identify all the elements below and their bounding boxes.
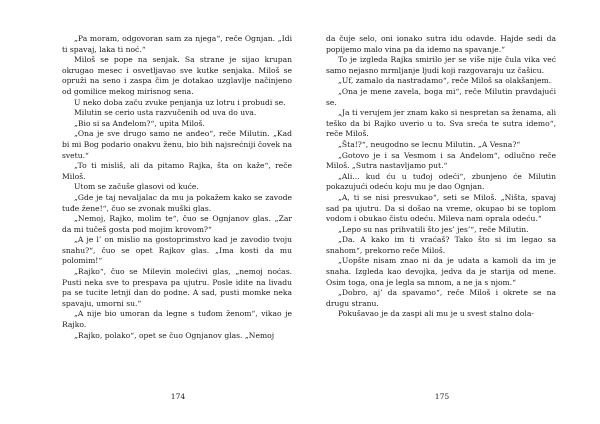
paragraph: Miloš se pope na senjak. Sa strane je sijao krupan okrugao mesec i osvetljavao sve kutke senjaka. Miloš se opruži na seno i zaspa čim je dotakao uzglavlje načinjeno od gomilice mekog mirisnog sena.	[62, 55, 292, 96]
paragraph: „Ja ti verujem jer znam kako si nespretan sa ženama, ali teško da bi Rajko uverio u to. Sva sreća te sutra idemo“, reče Miloš.	[326, 108, 556, 139]
paragraph: Pokušavao je da zaspi ali mu je u svest stalno dola-	[338, 309, 534, 319]
right-page-text	[326, 34, 556, 320]
paragraph: „Uopšte nisam znao ni da je udata a kamoli da im je snaha. Izgleda kao devojka, jedva da je starija od mene. Osim toga, ona je legla sa mnom, a ne ja s njom.“	[326, 256, 556, 287]
page-number-right: 175	[434, 392, 450, 401]
paragraph: „Pa moram, odgovoran sam za njega“, reče Ognjan. „Idi ti spavaj, laka ti noć.“	[62, 34, 292, 54]
paragraph: „Gotovo je i sa Vesmom i sa Anđelom“, odlučno reče Miloš. „Sutra nastavljamo put.“	[326, 150, 556, 171]
left-page-text	[62, 34, 292, 341]
paragraph: „Lepo su nas prihvatili što jes’ jes’“, reče Milutin.	[338, 224, 529, 234]
paragraph: Utom se začuše glasovi od kuće.	[74, 182, 199, 192]
paragraph: „Ona je mene zavela, boga mi“, reče Milutin pravdajući se.	[326, 86, 556, 107]
paragraph: „A, ti se nisi presvukao“, seti se Miloš. „Ništa, spavaj sad pa ujutru. Da si došao na vreme, okupao bi se toplom vodom i obukao čistu odeću. Mileva nam oprala odeću.“	[326, 192, 556, 224]
page-number-left: 174	[170, 392, 186, 401]
paragraph: „Ona je sve drugo samo ne anđeo“, reče Milutin. „Kad bi mi Bog podario onakvu ženu, bio bih najsrećniji čovek na svetu.“	[62, 129, 292, 160]
paragraph: „Gde je taj nevaljalac da mu ja pokažem kako se zavode tuđe žene!“, čuo se zvonak muški glas.	[62, 192, 292, 213]
paragraph: „To ti misliš, ali da pitamo Rajka, šta on kaže“, reče Miloš.	[62, 161, 292, 181]
paragraph: „Da. A kako im ti vraćaš? Tako što si im legao sa snahom“, prekorno reče Miloš.	[326, 235, 556, 255]
paragraph: To je izgleda Rajka smirilo jer se više nije čula vika već samo nejasno mrmljanje ljudi koji razgovaraju uz čašicu.	[326, 55, 556, 75]
paragraph: „Bio si sa Anđelom?“, upita Miloš.	[74, 118, 205, 128]
paragraph: „A je l’ on mislio na gostoprimstvo kad je zavodio tvoju snahu?“, čuo se opet Rajkov glas. „Ima kosti da mu polomim!“	[62, 235, 292, 266]
paragraph: Milutin se cerio usta razvučenih od uva do uva.	[74, 108, 257, 118]
paragraph: „A nije bio umoran da legne s tuđom ženom“, vikao je Rajko.	[62, 309, 292, 330]
paragraph: „Dobro, aj’ da spavamo“, reče Miloš i okrete se na drugu stranu.	[326, 288, 556, 308]
paragraph: „Rajko“, čuo se Milevin molećivi glas, „nemoj noćas. Pusti neka sve to prespava pa ujutru. Posle idite na livadu pa se tucite letnji dan do podne. A sad, pusti momke neka spavaju, umorni su.“	[62, 267, 292, 308]
paragraph: „Uf, zamalo da nastradamo“, reče Miloš sa olakšanjem.	[338, 76, 552, 86]
paragraph: „Ali... kud ću u tuđoj odeći“, zbunjeno će Milutin pokazujući odeću koju mu je dao Ognjan.	[326, 171, 556, 192]
paragraph: „Šta!?“, neugodno se lecnu Milutin. „A Vesna?“	[338, 139, 521, 149]
paragraph: da čuje selo, oni ionako sutra idu odavde. Hajde sedi da popijemo malo vina pa da idemo na spavanje.“	[326, 34, 556, 54]
paragraph: „Nemoj, Rajko, molim te“, čuo se Ognjanov glas. „Zar da mi tučeš gosta pod mojim krovom?“	[62, 214, 292, 234]
paragraph: U neko doba začu zvuke penjanja uz lotru i probudi se.	[74, 97, 286, 107]
paragraph: „Rajko, polako“, opet se čuo Ognjanov glas. „Nemoj	[74, 330, 275, 340]
